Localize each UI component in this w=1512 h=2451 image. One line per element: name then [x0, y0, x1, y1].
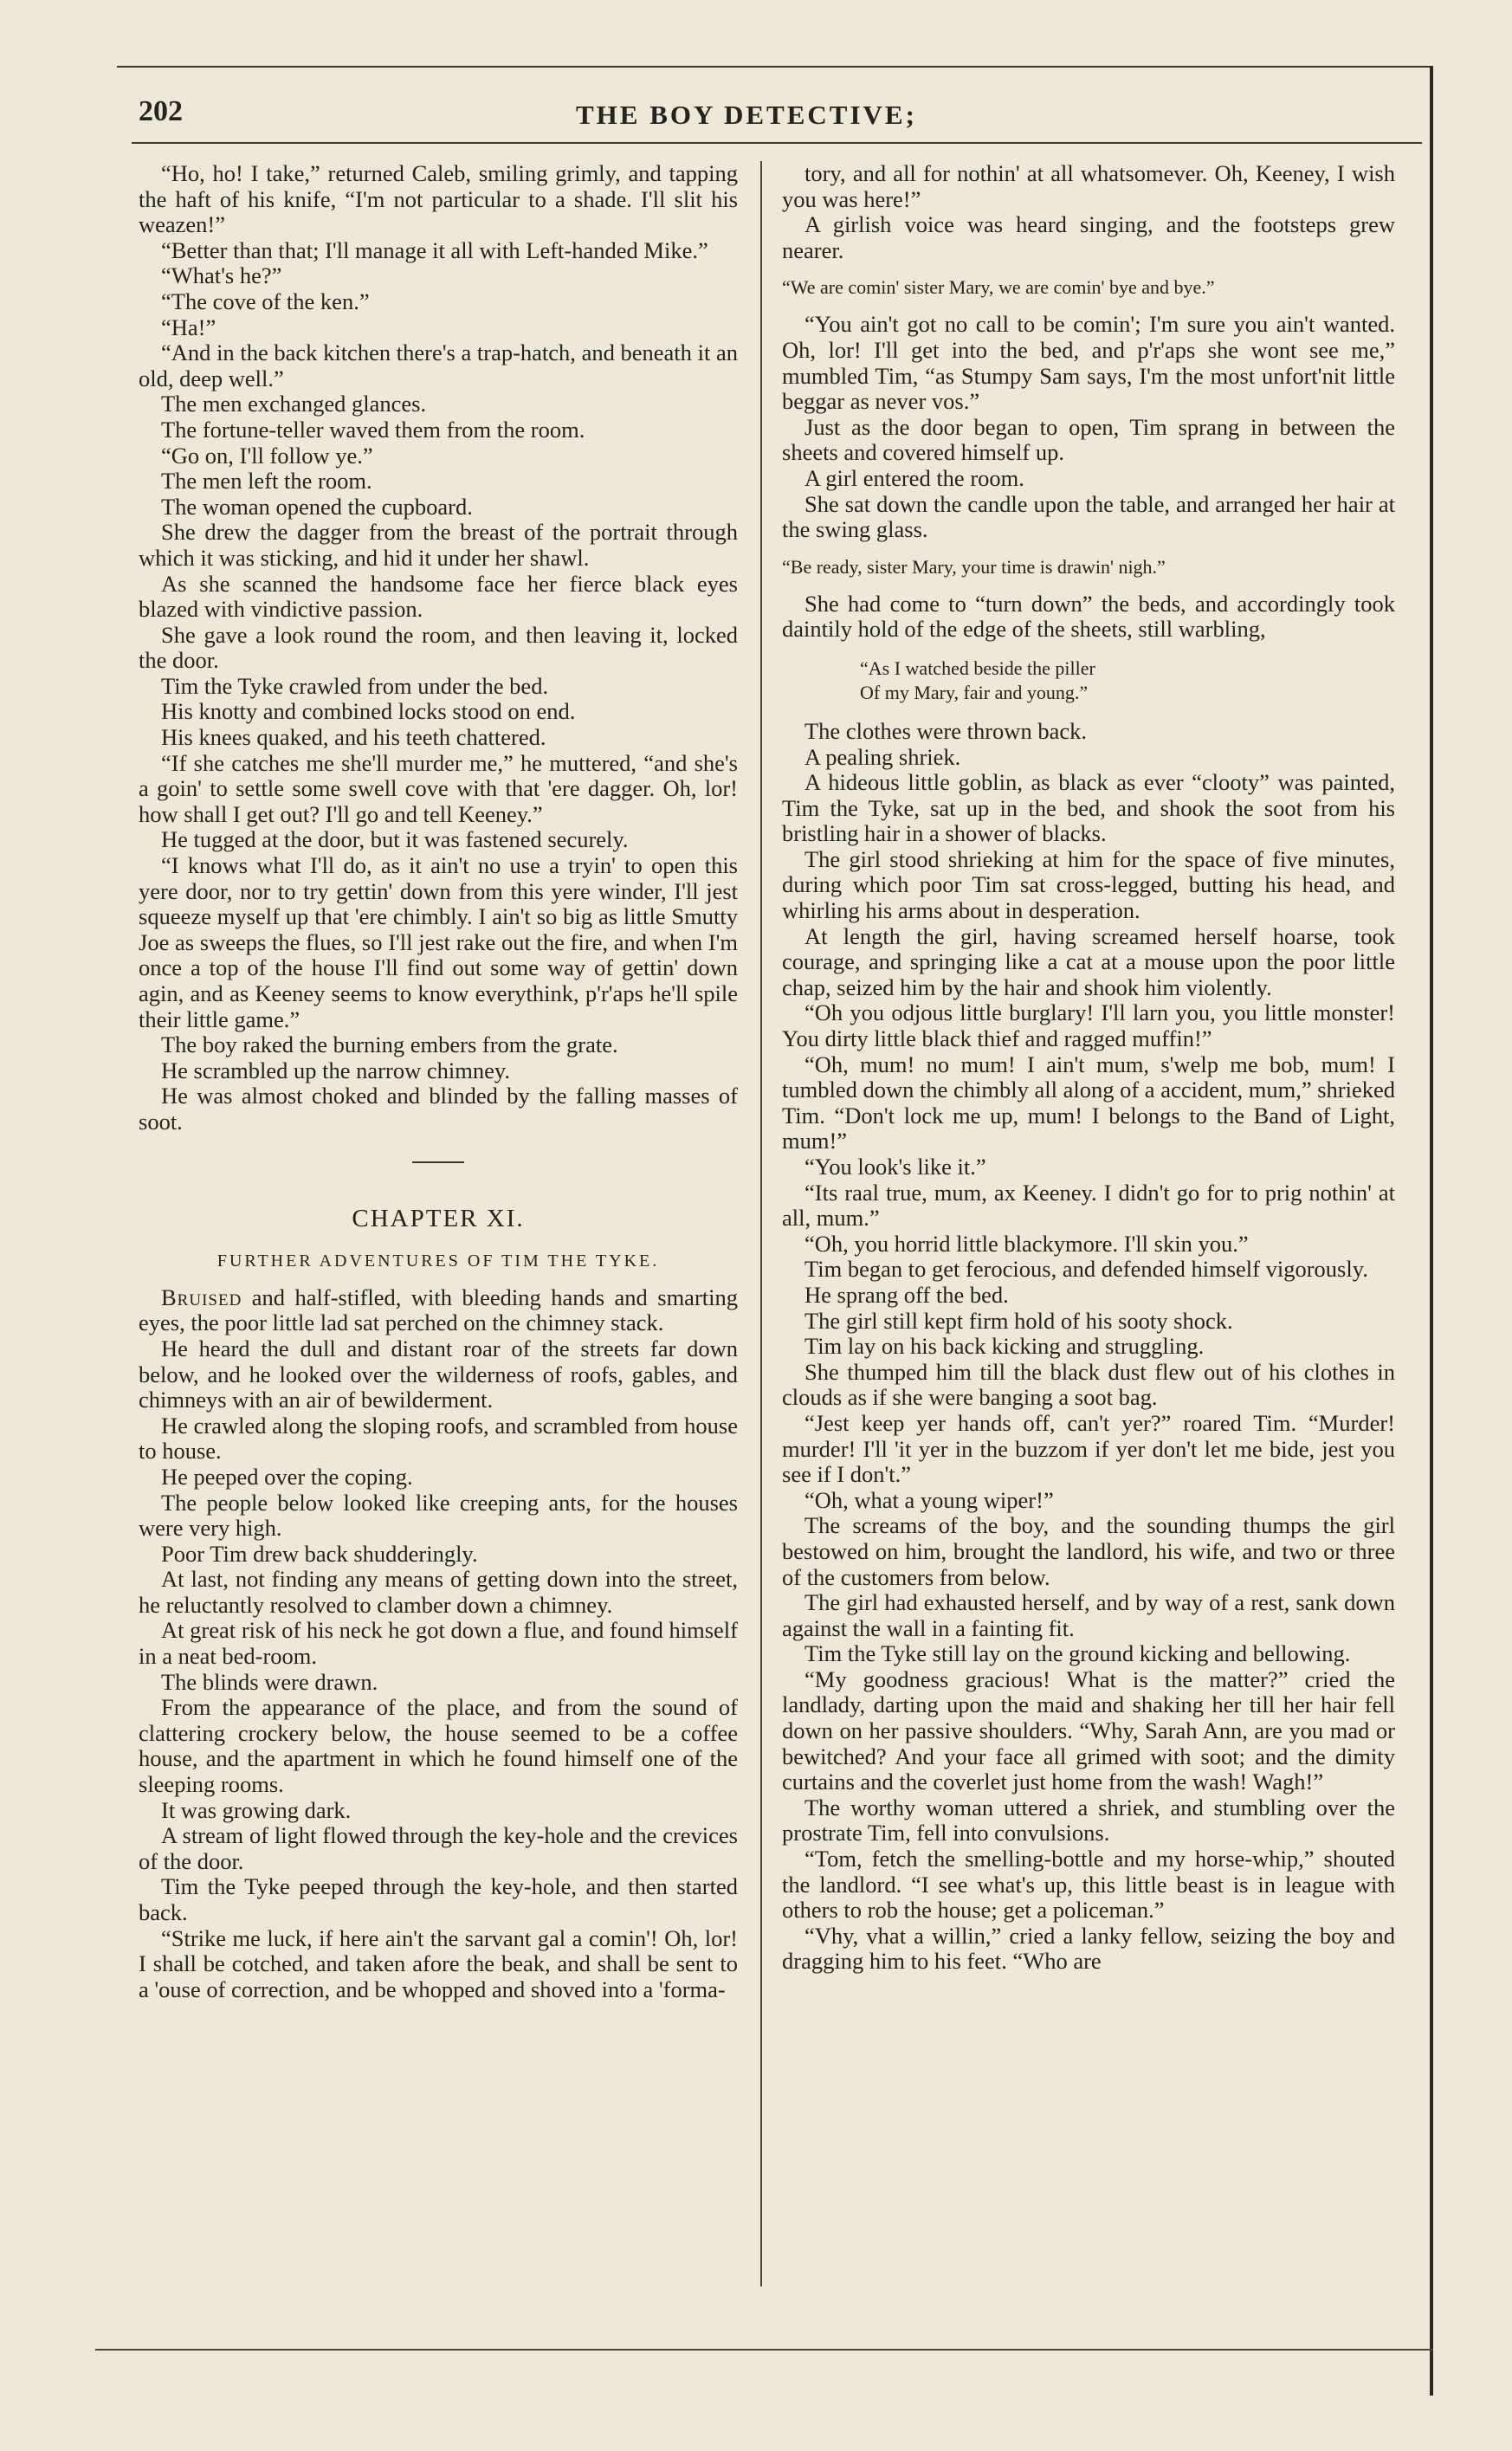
left-column [139, 161, 738, 2002]
paragraph: The girl stood shrieking at him for the space of five minutes, during which poor Tim sat cross-legged, butting his head, and whirling his arms about in desperation. [782, 845, 1395, 924]
running-title: THE BOY DETECTIVE; [576, 100, 917, 130]
song-verse-3 [860, 656, 1395, 705]
paragraph: “Ha!” [161, 314, 216, 340]
song-line-1: “We are comin' sister Mary, we are comin' bye and bye.” [782, 276, 1215, 299]
paragraph: Tim the Tyke crawled from under the bed. [161, 672, 549, 699]
paragraph: The woman opened the cupboard. [161, 493, 473, 520]
paragraph: The men left the room. [161, 468, 372, 495]
paragraph: The girl still kept firm hold of his sooty shock. [804, 1307, 1233, 1334]
paragraph: She drew the dagger from the breast of the portrait through which it was sticking, and hid it under her shawl. [139, 519, 738, 571]
paragraph: Tim the Tyke peeped through the key-hole, and then started back. [139, 1873, 738, 1925]
paragraph: “Its raal true, mum, ax Keeney. I didn't go for to prig nothin' at all, mum.” [782, 1179, 1395, 1232]
paragraph: “Jest keep yer hands off, can't yer?” roared Tim. “Murder! murder! I'll 'it yer in the buzzom if yer don't let me bide, jest you see if I don't.” [782, 1409, 1395, 1488]
paragraph: A pealing shriek. [804, 743, 961, 770]
paragraph: “If she catches me she'll murder me,” he muttered, “and she's a goin' to settle some swell cove with that 'ere dagger. Oh, lor! how shall I get out? I'll go and tell Keeney.” [139, 749, 738, 827]
paragraph: A hideous little goblin, as black as ever “clooty” was painted, Tim the Tyke, sat up in the bed, and shook the soot from his bristling hair in a shower of blacks. [782, 769, 1395, 847]
paragraph: “Strike me luck, if here ain't the sarvant gal a comin'! Oh, lor! I shall be cotched, and taken afore the beak, and shall be sent to a 'ouse of correction, and be whopped and shoved into a 'forma- [139, 1924, 738, 2002]
paragraph: She had come to “turn down” the beds, and accordingly took daintily hold of the edge of the sheets, still warbling, [782, 590, 1395, 643]
paragraph: The screams of the boy, and the sounding thumps the girl bestowed on him, brought the landlord, his wife, and two or three of the customers from below. [782, 1512, 1395, 1590]
paragraph: Just as the door began to open, Tim sprang in between the sheets and covered himself up. [782, 413, 1395, 466]
paragraph: Tim began to get ferocious, and defended himself vigorously. [804, 1256, 1368, 1283]
paragraph: The boy raked the burning embers from the grate. [161, 1031, 618, 1058]
paragraph: She gave a look round the room, and then leaving it, locked the door. [139, 621, 738, 674]
paragraph: She sat down the candle upon the table, and arranged her hair at the swing glass. [782, 490, 1395, 543]
paragraph: “Better than that; I'll manage it all with Left-handed Mike.” [161, 236, 708, 263]
paragraph: He peeped over the coping. [161, 1463, 413, 1490]
top-border-rule [117, 66, 1433, 68]
chapter-subtitle: FURTHER ADVENTURES OF TIM THE TYKE. [216, 1251, 660, 1271]
paragraph: He crawled along the sloping roofs, and scrambled from house to house. [139, 1412, 738, 1465]
paragraph: He sprang off the bed. [804, 1281, 1009, 1308]
paragraph: “The cove of the ken.” [161, 288, 370, 314]
drop-word: Bruised [161, 1284, 242, 1310]
paragraph: “I knows what I'll do, as it ain't no use a tryin' to open this yere door, nor to try gettin' down from this yere winder, I'll jest squeeze myself up that 'ere chimbly. I ain't so big as little Smutty Joe as sweeps the flues, so I'll jest rake out the fire, and when I'm once a top of the house I'll find out some way of gettin' down agin, and as Keeney seems to know everythink, p'r'aps he'll spile their little game.” [139, 852, 738, 1032]
paragraph: A girlish voice was heard singing, and the footsteps grew nearer. [782, 211, 1395, 263]
paragraph: At great risk of his neck he got down a flue, and found himself in a neat bed-room. [139, 1617, 738, 1670]
right-border-rule [1430, 66, 1433, 2396]
paragraph: She thumped him till the black dust flew out of his clothes in clouds as if she were banging a soot bag. [782, 1358, 1395, 1411]
song-line-2: “Be ready, sister Mary, your time is drawin' nigh.” [782, 555, 1166, 578]
verse-line: “As I watched beside the piller [860, 656, 1095, 679]
paragraph: He scrambled up the narrow chimney. [161, 1057, 510, 1083]
left-paragraphs-after [139, 1336, 738, 2002]
chapter-heading-block [139, 1161, 738, 1275]
opening-text: and half-stifled, with bleeding hands and smarting eyes, the poor little lad sat perched on the chimney stack. [139, 1284, 738, 1336]
paragraph: He heard the dull and distant roar of the streets far down below, and he looked over the wilderness of roofs, gables, and chimneys with an air of bewilderment. [139, 1335, 738, 1413]
paragraph: He was almost choked and blinded by the falling masses of soot. [139, 1083, 738, 1135]
paragraph: His knees quaked, and his teeth chattered. [161, 724, 546, 751]
paragraph: “Oh, you horrid little blackymore. I'll skin you.” [804, 1230, 1249, 1257]
column-divider [760, 161, 762, 2286]
section-divider [412, 1161, 464, 1163]
paragraph: The men exchanged glances. [161, 391, 427, 417]
paragraph: Poor Tim drew back shudderingly. [161, 1540, 478, 1567]
paragraph: “Go on, I'll follow ye.” [161, 442, 373, 469]
right-column [782, 161, 1395, 1975]
paragraph: “Oh, mum! no mum! I ain't mum, s'welp me bob, mum! I tumbled down the chimbly all along of a accident, mum,” shrieked Tim. “Don't lock me up, mum! I belongs to the Band of Light, mum!” [782, 1051, 1395, 1154]
paragraph: A girl entered the room. [804, 464, 1024, 491]
paragraph: “What's he?” [161, 262, 282, 289]
paragraph: Tim lay on his back kicking and struggling. [804, 1333, 1205, 1360]
paragraph: “Oh you odjous little burglary! I'll larn you, you little monster! You dirty little black thief and ragged muffin!” [782, 999, 1395, 1052]
paragraph: “Vhy, vhat a willin,” cried a lanky fellow, seizing the boy and dragging him to his feet. “Who are [782, 1922, 1395, 1975]
right-paragraphs-3 [782, 592, 1395, 643]
paragraph: At length the girl, having screamed herself hoarse, took courage, and springing like a cat at a mouse upon the poor little chap, seized him by the hair and shook him violently. [782, 922, 1395, 1000]
paragraph: The girl had exhausted herself, and by way of a rest, sank down against the wall in a fainting fit. [782, 1589, 1395, 1641]
chapter-title: CHAPTER XI. [352, 1204, 525, 1232]
paragraph: “Oh, what a young wiper!” [804, 1486, 1054, 1513]
paragraph: “You ain't got no call to be comin'; I'm sure you ain't wanted. Oh, lor! I'll get into the bed, and p'r'aps she wont see me,” mumbled Tim, “as Stumpy Sam says, I'm the most unfort'nit little beggar as never vos.” [782, 311, 1395, 415]
right-paragraphs-1 [782, 161, 1395, 263]
paragraph: The fortune-teller waved them from the room. [161, 416, 585, 443]
paragraph: Tim the Tyke still lay on the ground kicking and bellowing. [804, 1640, 1351, 1667]
paragraph: He tugged at the door, but it was fastened securely. [161, 826, 629, 853]
verse-line: Of my Mary, fair and young.” [860, 681, 1089, 703]
left-paragraphs [139, 161, 738, 1135]
chapter-opening-paragraph [139, 1285, 738, 1336]
right-paragraphs-2 [782, 312, 1395, 542]
paragraph: A stream of light flowed through the key-hole and the crevices of the door. [139, 1822, 738, 1874]
header-rule [132, 142, 1422, 144]
paragraph: The worthy woman uttered a shriek, and stumbling over the prostrate Tim, fell into convulsions. [782, 1794, 1395, 1846]
paragraph: At last, not finding any means of getting down into the street, he reluctantly resolved to clamber down a chimney. [139, 1566, 738, 1618]
paragraph: The clothes were thrown back. [804, 717, 1087, 744]
paragraph: “Tom, fetch the smelling-bottle and my horse-whip,” shouted the landlord. “I see what's up, this little beast is in league with others to rob the house; get a policeman.” [782, 1846, 1395, 1924]
paragraph: The people below looked like creeping ants, for the houses were very high. [139, 1489, 738, 1542]
paragraph: “You look's like it.” [804, 1154, 986, 1180]
page-number: 202 [139, 95, 183, 127]
bottom-border-rule [95, 2349, 1433, 2351]
paragraph: “My goodness gracious! What is the matter?” cried the landlady, darting upon the maid and shaking her till her hair fell down on her passive shoulders. “Why, Sarah Ann, are you mad or bewitched? And your face all grimed with soot; and the dimity curtains and the coverlet just home from the wash! Wagh!” [782, 1665, 1395, 1795]
paragraph: tory, and all for nothin' at all whatsomever. Oh, Keeney, I wish you was here!” [782, 160, 1395, 212]
paragraph: “Ho, ho! I take,” returned Caleb, smiling grimly, and tapping the haft of his knife, “I'm not particular to a shade. I'll slit his weazen!” [139, 160, 738, 238]
paragraph: From the appearance of the place, and from the sound of clattering crockery below, the house seemed to be a coffee house, and the apartment in which he found himself one of the sleeping rooms. [139, 1694, 738, 1798]
paragraph: It was growing dark. [161, 1796, 352, 1823]
paragraph: The blinds were drawn. [161, 1668, 378, 1695]
paragraph: His knotty and combined locks stood on end. [161, 698, 576, 725]
right-paragraphs-4 [782, 719, 1395, 1975]
paragraph: As she scanned the handsome face her fierce black eyes blazed with vindictive passion. [139, 570, 738, 623]
paragraph: “And in the back kitchen there's a trap-hatch, and beneath it an old, deep well.” [139, 340, 738, 391]
